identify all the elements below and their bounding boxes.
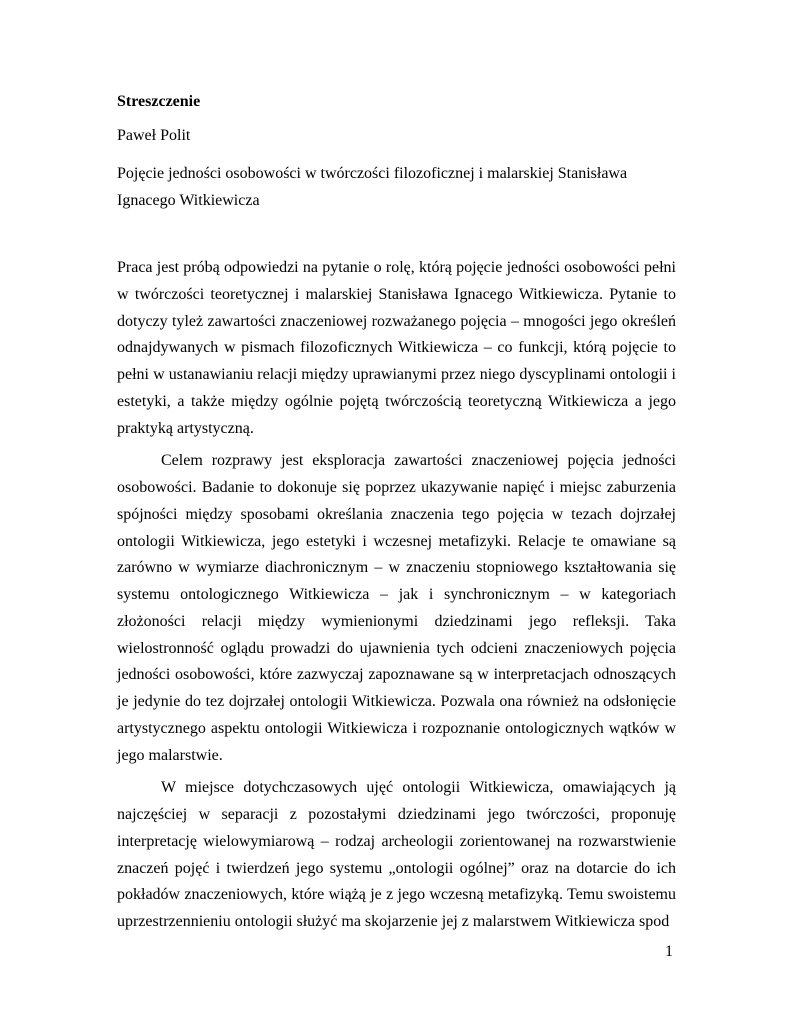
section-heading: Streszczenie [117, 93, 201, 110]
author-name: Paweł Polit [117, 127, 191, 144]
thesis-title: Pojęcie jedności osobowości w twórczości filozoficznej i malarskiej Stanisława Ignacego Witkiewicza [117, 165, 628, 209]
paragraph-1: Praca jest próbą odpowiedzi na pytanie o rolę, którą pojęcie jedności osobowości pełni w twórczości teoretycznej i malarskiej Stanisława Ignacego Witkiewicza. Pytanie to dotyczy tyleż zawartości znaczeniowej rozważanego pojęcia – mnogości jego określeń odnajdywanych w pismach filozoficznych Witkiewicza – co funkcji, którą pojęcie to pełni w ustanawianiu relacji między uprawianymi przez niego dyscyplinami ontologii i estetyki, a także między ogólnie pojętą twórczością teoretyczną Witkiewicza a jego praktyką artystyczną. [117, 259, 676, 437]
paragraph-2: Celem rozprawy jest eksploracja zawartości znaczeniowej pojęcia jedności osobowości. Badanie to dokonuje się poprzez ukazywanie napięć i miejsc zaburzenia spójności między sposobami określania znaczenia tego pojęcia w tezach dojrzałej ontologii Witkiewicza, jego estetyki i wczesnej metafizyki. Relacje te omawiane są zarówno w wymiarze diachronicznym – w znaczeniu stopniowego kształtowania się systemu ontologicznego Witkiewicza – jak i synchronicznym – w kategoriach złożoności relacji między wymienionymi dziedzinami jego refleksji. Taka wielostronność oglądu prowadzi do ujawnienia tych odcieni znaczeniowych pojęcia jedności osobowości, które zazwyczaj zapoznawane są w interpretacjach odnoszących je jedynie do tez dojrzałej ontologii Witkiewicza. Pozwala ona również na odsłonięcie artystycznego aspektu ontologii Witkiewicza i rozpoznanie ontologicznych wątków w jego malarstwie. [117, 452, 676, 764]
abstract-body [117, 255, 676, 942]
page-number: 1 [665, 943, 673, 960]
paragraph-3: W miejsce dotychczasowych ujęć ontologii Witkiewicza, omawiających ją najczęściej w separacji z pozostałymi dziedzinami jego twórczości, proponuję interpretację wielowymiarową – rodzaj archeologii zorientowanej na rozwarstwienie znaczeń pojęć i twierdzeń jego systemu „ontologii ogólnej” oraz na dotarcie do ich pokładów znaczeniowych, które wiążą je z jego wczesną metafizyką. Temu swoistemu uprzestrzennieniu ontologii służyć ma skojarzenie jej z malarstwem Witkiewicza spod [117, 779, 676, 930]
